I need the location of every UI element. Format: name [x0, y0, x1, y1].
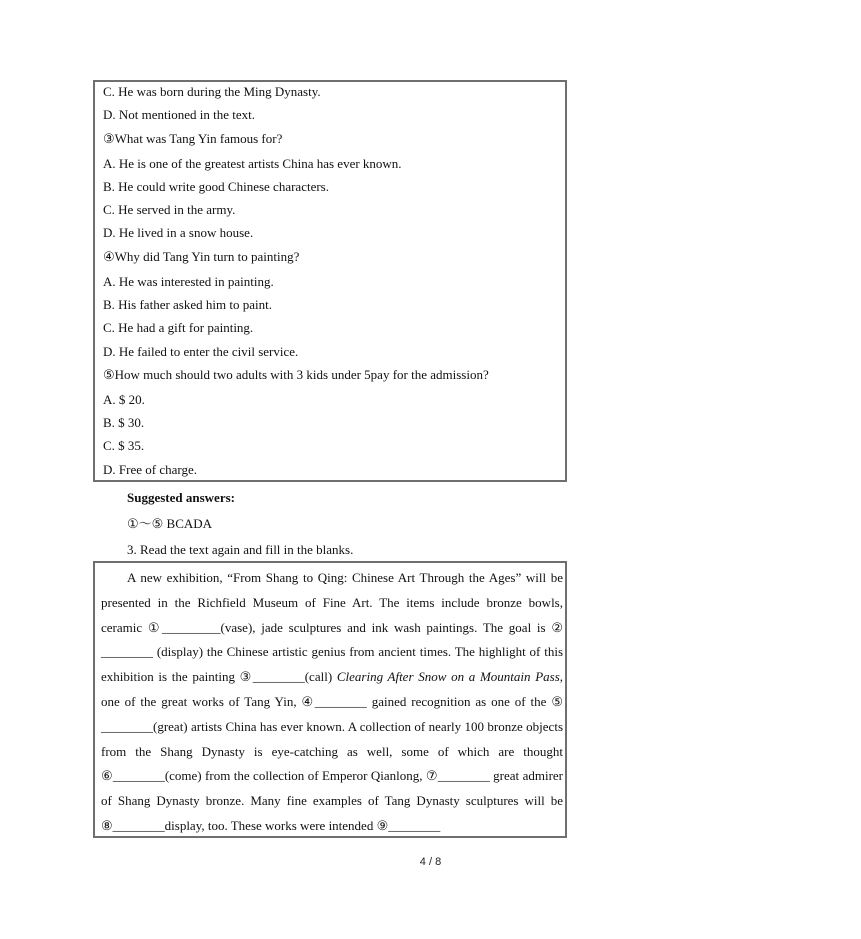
option-line: C. He served in the army. — [103, 202, 236, 217]
passage-part-1: A new exhibition, “From Shang to Qing: Chinese Art Through the Ages” will be presented in the Richfield Museum of Fine Art. The items include bronze bowls, ceramic ①_________(vase), jade sculptures and ink wash paintings. The goal is ② ________ (display) the Chinese artistic genius from ancient times. The highlight of this exhibition is the painting ③________(call) — [101, 570, 563, 685]
option-line: D. Free of charge. — [103, 462, 197, 477]
option-line: C. $ 35. — [103, 438, 145, 453]
option-line: A. He was interested in painting. — [103, 274, 274, 289]
question-options-box — [93, 80, 567, 482]
passage-part-2: , one of the great works of Tang Yin, ④________ gained recognition as one of the ⑤ ________(great) artists China has ever known. A collection of nearly 100 bronze objects from the Shang Dynasty is eye-catching as well, some of which are thought ⑥________(come) from the collection of Emperor Qianlong, ⑦________ great admirer of Shang Dynasty bronze. Many fine examples of Tang Dynasty sculptures will be ⑧________display, too. These works were intended ⑨________ — [101, 669, 563, 833]
option-line: C. He was born during the Ming Dynasty. — [103, 84, 321, 99]
question-line: ④Why did Tang Yin turn to painting? — [103, 249, 300, 264]
option-line: B. He could write good Chinese characters. — [103, 179, 329, 194]
option-line: B. $ 30. — [103, 415, 145, 430]
answers-heading: Suggested answers: — [127, 490, 235, 505]
option-line: A. $ 20. — [103, 392, 145, 407]
question-line: ③What was Tang Yin famous for? — [103, 131, 283, 146]
passage-text — [101, 566, 563, 839]
option-line: D. He lived in a snow house. — [103, 225, 254, 240]
page-number: 4 / 8 — [419, 856, 442, 868]
task-instruction: 3. Read the text again and fill in the blanks. — [127, 542, 354, 557]
option-line: C. He had a gift for painting. — [103, 320, 254, 335]
option-line: A. He is one of the greatest artists China has ever known. — [103, 156, 402, 171]
option-line: B. His father asked him to paint. — [103, 297, 272, 312]
fill-in-blanks-passage-box — [93, 561, 567, 838]
painting-title: Clearing After Snow on a Mountain Pass — [336, 669, 560, 685]
answers-line: ①～⑤ BCADA — [127, 516, 213, 531]
option-line: D. He failed to enter the civil service. — [103, 344, 299, 359]
option-line: D. Not mentioned in the text. — [103, 107, 256, 122]
question-line: ⑤How much should two adults with 3 kids under 5pay for the admission? — [103, 367, 489, 382]
